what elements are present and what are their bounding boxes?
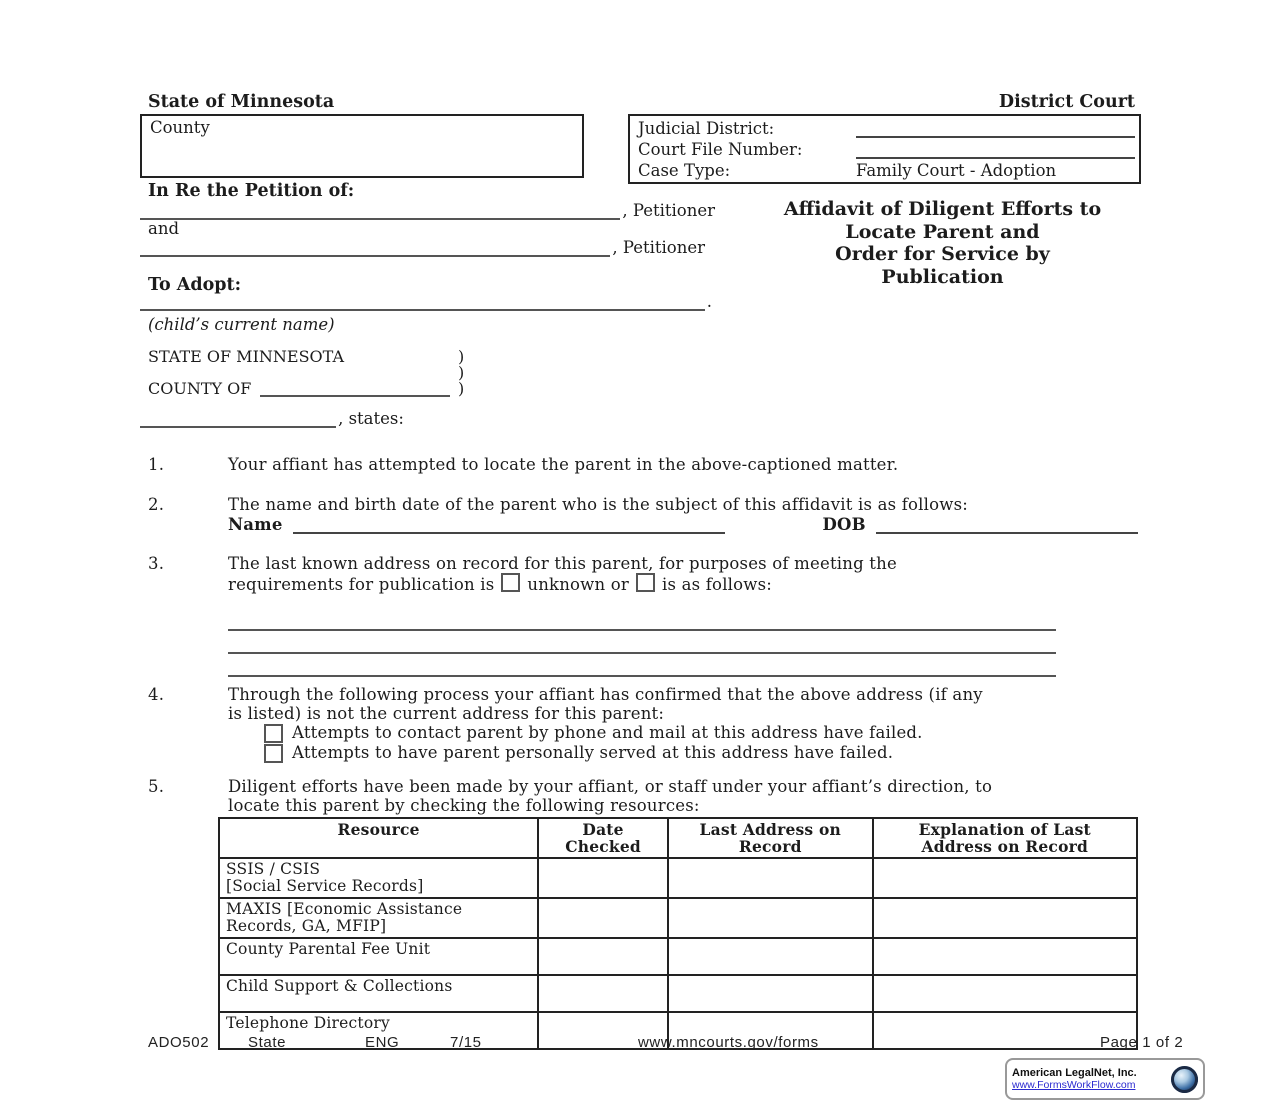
name-label: Name	[228, 515, 283, 534]
last-address-cell[interactable]	[668, 975, 873, 1012]
resource-cell: MAXIS [Economic Assistance Records, GA, MFIP]	[219, 898, 538, 938]
last-address-cell[interactable]	[668, 858, 873, 898]
case-type-label: Case Type:	[638, 161, 731, 180]
item-5-line1: Diligent efforts have been made by your affiant, or staff under your affiant’s direction, to	[228, 777, 993, 796]
and-label: and	[148, 219, 180, 238]
venue-paren-2: )	[458, 363, 465, 382]
legalnet-link[interactable]: www.FormsWorkFlow.com	[1012, 1079, 1136, 1091]
follows-label: is as follows:	[662, 575, 773, 594]
item-4-line1: Through the following process your affiant has confirmed that the above address (if any	[228, 685, 983, 704]
address-line-3-field[interactable]	[228, 654, 1056, 677]
item-4-line2: is listed) is not the current address for this parent:	[228, 704, 665, 723]
petitioner-line-1	[140, 200, 715, 220]
states-suffix: , states:	[338, 409, 404, 428]
case-type-value: Family Court - Adoption	[856, 161, 1057, 180]
court-file-number-field[interactable]	[856, 138, 1135, 159]
footer-website: www.mncourts.gov/forms	[638, 1034, 819, 1051]
item-3-line2	[228, 573, 1138, 594]
resource-cell: SSIS / CSIS [Social Service Records]	[219, 858, 538, 898]
explanation-cell[interactable]	[873, 975, 1137, 1012]
item-3-number: 3.	[148, 554, 165, 573]
numbered-items	[148, 455, 1138, 1050]
footer-language: ENG	[365, 1034, 400, 1051]
petitioner-2-suffix: , Petitioner	[612, 238, 705, 257]
address-line-1-field[interactable]	[228, 608, 1056, 631]
affiant-states-line	[140, 408, 600, 428]
footer-form-code: ADO502	[148, 1034, 210, 1051]
item-3	[148, 554, 1138, 685]
item-2-text: The name and birth date of the parent who is the subject of this affidavit is as follows:	[228, 495, 968, 514]
date-checked-cell[interactable]	[538, 858, 668, 898]
judicial-district-label: Judicial District:	[638, 119, 775, 138]
item-1-text: Your affiant has attempted to locate the parent in the above-captioned matter.	[228, 455, 899, 474]
parent-dob-field[interactable]	[876, 514, 1138, 534]
to-adopt-heading: To Adopt:	[148, 275, 242, 295]
document-title-line4: Publication	[881, 265, 1004, 288]
name-dob-line	[228, 514, 1138, 534]
item-5-line2: locate this parent by checking the following resources:	[228, 796, 700, 815]
header-explanation: Explanation of Last Address on Record	[873, 818, 1137, 858]
venue-paren-1: )	[458, 347, 465, 366]
personal-service-failed-checkbox[interactable]	[264, 744, 283, 763]
last-address-cell[interactable]	[668, 898, 873, 938]
document-title-line3: Order for Service by	[835, 243, 1050, 265]
address-line-2-field[interactable]	[228, 631, 1056, 654]
document-title-line1: Affidavit of Diligent Efforts to	[783, 198, 1102, 220]
explanation-cell[interactable]	[873, 938, 1137, 975]
option-2-row	[264, 743, 1138, 763]
date-checked-cell[interactable]	[538, 975, 668, 1012]
globe-icon	[1171, 1066, 1198, 1093]
option-2-text: Attempts to have parent personally served at this address have failed.	[292, 743, 894, 762]
item-4	[148, 685, 1138, 763]
legalnet-badge	[1005, 1058, 1205, 1100]
date-checked-cell[interactable]	[538, 898, 668, 938]
item-2	[148, 495, 1138, 534]
petitioner-1-suffix: , Petitioner	[622, 201, 715, 220]
header-resource: Resource	[219, 818, 538, 858]
petitioner-2-field[interactable]	[140, 237, 610, 257]
venue-state-row	[148, 349, 568, 365]
item-3-line2-prefix: requirements for publication is	[228, 575, 495, 594]
item-1-number: 1.	[148, 455, 165, 474]
case-type-row	[638, 159, 1139, 180]
affiant-name-field[interactable]	[140, 408, 336, 428]
document-title	[750, 198, 1135, 288]
child-name-period: .	[706, 292, 712, 311]
option-1-text: Attempts to contact parent by phone and mail at this address have failed.	[292, 723, 923, 742]
footer-revision: 7/15	[450, 1034, 482, 1051]
child-name-note: (child’s current name)	[148, 315, 335, 334]
in-re-heading: In Re the Petition of:	[148, 181, 355, 201]
venue-state-caps: STATE OF MINNESOTA	[148, 347, 344, 366]
court-info-box	[628, 114, 1141, 184]
phone-mail-failed-checkbox[interactable]	[264, 724, 283, 743]
item-5	[148, 777, 1138, 1050]
address-write-in-area	[228, 608, 1056, 677]
table-row-child-support	[219, 975, 1137, 1012]
county-label: County	[150, 118, 210, 137]
unknown-label: unknown or	[527, 575, 630, 594]
child-name-field[interactable]	[140, 291, 705, 311]
item-2-number: 2.	[148, 495, 165, 514]
petitioner-1-field[interactable]	[140, 200, 620, 220]
venue-paren-3: )	[458, 379, 465, 398]
resource-cell: County Parental Fee Unit	[219, 938, 538, 975]
explanation-cell[interactable]	[873, 1012, 1137, 1049]
parent-name-field[interactable]	[293, 514, 725, 534]
state-heading: State of Minnesota	[148, 92, 335, 112]
judicial-district-field[interactable]	[856, 117, 1135, 138]
table-row-ssis	[219, 858, 1137, 898]
child-name-line	[140, 291, 712, 311]
footer-form-source: State	[248, 1034, 287, 1051]
address-follows-checkbox[interactable]	[636, 573, 655, 592]
document-title-line2: Locate Parent and	[845, 220, 1040, 243]
header-last-address: Last Address on Record	[668, 818, 873, 858]
option-1-row	[264, 723, 1138, 743]
dob-label: DOB	[822, 515, 866, 534]
resources-table	[218, 817, 1138, 1050]
court-file-row	[638, 138, 1139, 159]
footer-page-number: Page 1 of 2	[1100, 1034, 1184, 1051]
explanation-cell[interactable]	[873, 858, 1137, 898]
table-row-maxis	[219, 898, 1137, 938]
legalnet-name: American LegalNet, Inc.	[1012, 1067, 1137, 1079]
resource-cell: Child Support & Collections	[219, 975, 538, 1012]
item-4-number: 4.	[148, 685, 165, 704]
judicial-district-row	[638, 117, 1139, 138]
item-5-number: 5.	[148, 777, 165, 796]
date-checked-cell[interactable]	[538, 938, 668, 975]
unknown-checkbox[interactable]	[501, 573, 520, 592]
venue-block	[148, 349, 568, 397]
venue-county-field[interactable]	[260, 381, 450, 397]
item-1	[148, 455, 1138, 474]
explanation-cell[interactable]	[873, 898, 1137, 938]
venue-county-row	[148, 381, 568, 397]
petitioner-line-2	[140, 237, 705, 257]
last-address-cell[interactable]	[668, 938, 873, 975]
venue-county-caps: COUNTY OF	[148, 379, 252, 398]
table-row-county-fee	[219, 938, 1137, 975]
county-box	[140, 114, 584, 178]
court-file-number-label: Court File Number:	[638, 140, 803, 159]
table-header-row	[219, 818, 1137, 858]
resource-cell: Telephone Directory	[219, 1012, 538, 1049]
item-3-line1: The last known address on record for this parent, for purposes of meeting the	[228, 554, 897, 573]
district-court-heading: District Court	[998, 92, 1135, 112]
header-date-checked: Date Checked	[538, 818, 668, 858]
